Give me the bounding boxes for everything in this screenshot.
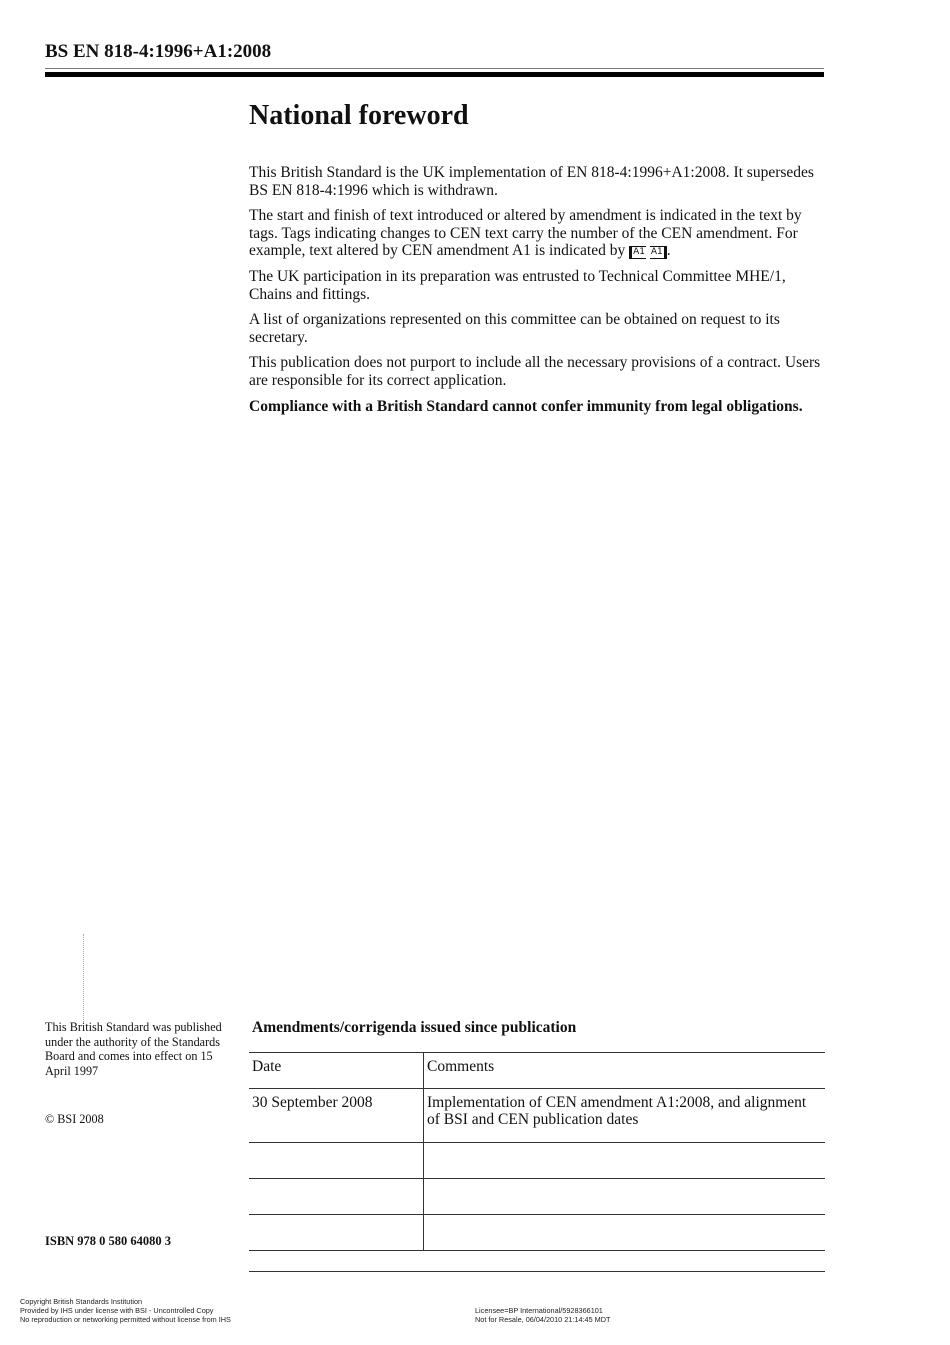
footer-line: Not for Resale, 06/04/2010 21:14:45 MDT (475, 1315, 611, 1324)
isbn: ISBN 978 0 580 64080 3 (45, 1234, 172, 1248)
empty-cell (424, 1179, 826, 1215)
foreword-paragraph-2-text: The start and finish of text introduced or altered by amendment is indicated in the text by tags. Tags indicating changes to CEN text carry the number of the CEN amendment. For example, text altered by CEN amendment A1 is indicated by (249, 207, 802, 260)
compliance-statement: Compliance with a British Standard cannot confer immunity from legal obligations. (249, 397, 803, 415)
empty-cell (424, 1215, 826, 1251)
row-date: 30 September 2008 (249, 1089, 424, 1143)
footer-license-right (475, 1306, 610, 1324)
footer-line: Copyright British Standards Institution (20, 1297, 143, 1306)
footer-line: No reproduction or networking permitted without license from IHS (20, 1315, 231, 1324)
page-title: National foreword (249, 100, 469, 131)
foreword-paragraph-4: A list of organizations represented on this committee can be obtained on request to its secretary. (249, 311, 780, 346)
foreword-paragraph-2 (249, 207, 829, 260)
table-row-empty (249, 1179, 825, 1215)
header-date: Date (249, 1053, 424, 1089)
empty-cell (249, 1143, 424, 1179)
table-header-row (249, 1053, 825, 1089)
publication-note: This British Standard was published under the authority of the Standards Board and comes into effect on 15 April 1997 (45, 1020, 222, 1078)
amendment-end-tag-icon: A1 (650, 246, 667, 259)
footer-line: Licensee=BP International/5928366101 (475, 1306, 603, 1315)
margin-dotted-line (83, 934, 85, 1024)
empty-cell (249, 1215, 424, 1251)
table-row-empty (249, 1215, 825, 1251)
table-row (249, 1089, 825, 1143)
amendment-start-tag-icon: A1 (629, 246, 646, 259)
empty-cell (249, 1179, 424, 1215)
footer-license-left (20, 1297, 231, 1324)
foreword-paragraph-3: The UK participation in its preparation was entrusted to Technical Committee MHE/1, Chains and fittings. (249, 267, 786, 303)
amendments-title: Amendments/corrigenda issued since publication (252, 1019, 577, 1036)
bottom-rule (249, 1271, 825, 1272)
document-id: BS EN 818-4:1996+A1:2008 (45, 41, 272, 62)
empty-cell (424, 1143, 826, 1179)
header-comments: Comments (424, 1053, 826, 1089)
foreword-paragraph-1: This British Standard is the UK implementation of EN 818-4:1996+A1:2008. It supersedes BS EN 818-4:1996 which is withdrawn. (249, 164, 814, 199)
footer-line: Provided by IHS under license with BSI - Uncontrolled Copy (20, 1306, 214, 1315)
amendments-table (249, 1052, 825, 1251)
copyright-notice: © BSI 2008 (45, 1112, 104, 1126)
foreword-body (249, 164, 829, 423)
header-rule-thin (45, 68, 824, 69)
foreword-paragraph-2-end: . (666, 242, 671, 260)
foreword-paragraph-5: This publication does not purport to include all the necessary provisions of a contract. Users are responsible for its correct application. (249, 354, 821, 389)
header-rule-thick (45, 72, 824, 77)
table-row-empty (249, 1143, 825, 1179)
row-comment: Implementation of CEN amendment A1:2008, and alignment of BSI and CEN publication dates (424, 1089, 826, 1143)
